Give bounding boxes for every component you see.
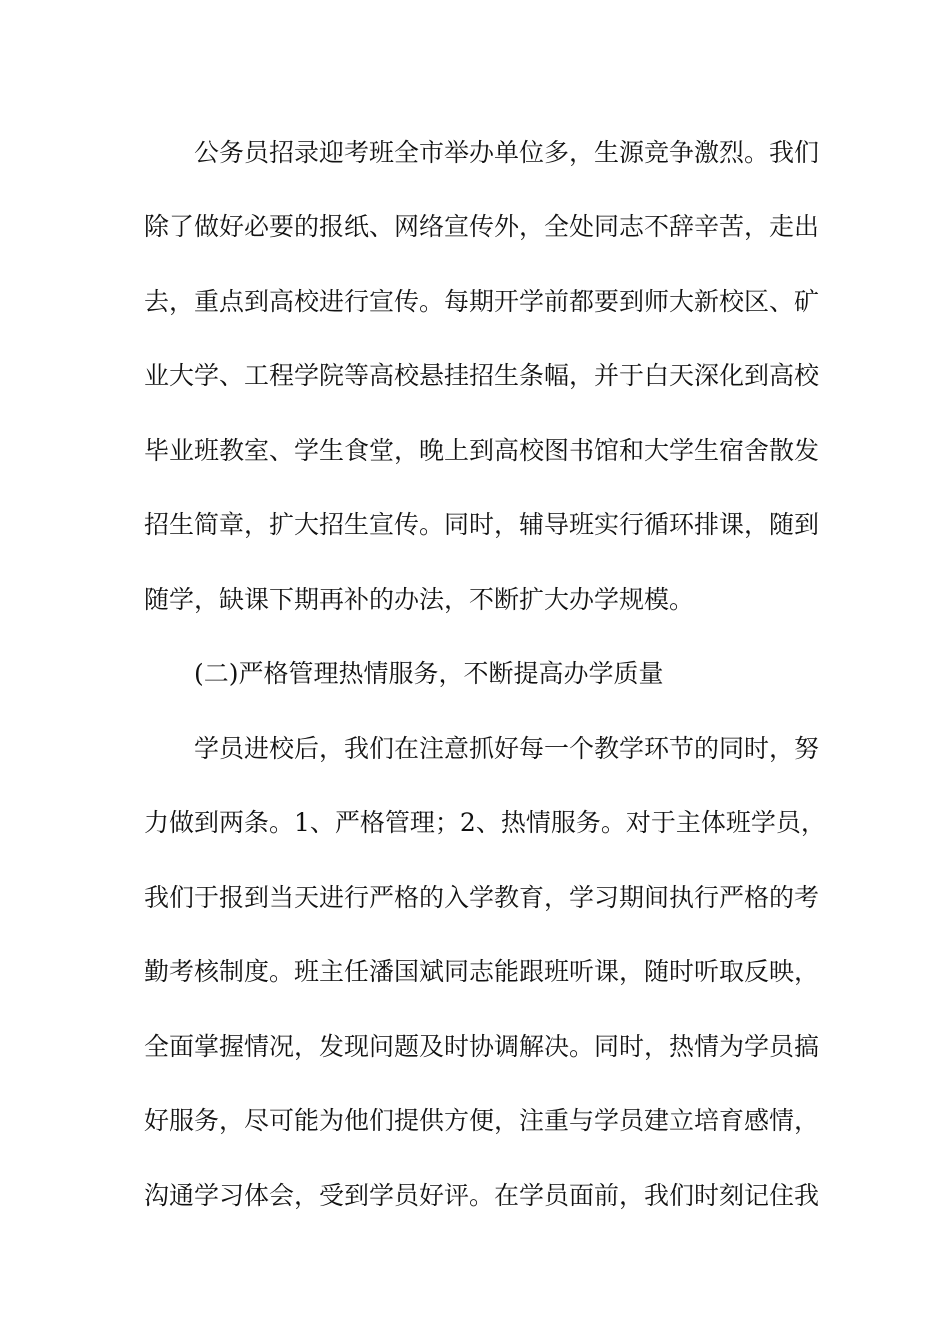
paragraph-line: 随学，缺课下期再补的办法，不断扩大办学规模。 xyxy=(144,585,695,614)
paragraph-line: 去，重点到高校进行宣传。每期开学前都要到师大新校区、矿 xyxy=(144,287,820,316)
paragraph-line: 毕业班教室、学生食堂，晚上到高校图书馆和大学生宿舍散发 xyxy=(144,436,820,465)
paragraph-line: 学员进校后，我们在注意抓好每一个教学环节的同时，努 xyxy=(194,734,820,763)
paragraph-line: 力做到两条。1、严格管理；2、热情服务。对于主体班学员， xyxy=(144,808,826,837)
paragraph-line: 全面掌握情况，发现问题及时协调解决。同时，热情为学员搞 xyxy=(144,1032,820,1061)
paragraph-line: 业大学、工程学院等高校悬挂招生条幅，并于白天深化到高校 xyxy=(144,361,820,390)
section-heading: (二)严格管理热情服务，不断提高办学质量 xyxy=(194,659,664,688)
paragraph-line: 沟通学习体会，受到学员好评。在学员面前，我们时刻记住我 xyxy=(144,1181,820,1210)
paragraph-line: 勤考核制度。班主任潘国斌同志能跟班听课，随时听取反映， xyxy=(144,957,820,986)
paragraph-line: 公务员招录迎考班全市举办单位多，生源竞争激烈。我们 xyxy=(194,138,820,167)
paragraph-line: 除了做好必要的报纸、网络宣传外，全处同志不辞辛苦，走出 xyxy=(144,212,820,241)
paragraph-line: 我们于报到当天进行严格的入学教育，学习期间执行严格的考 xyxy=(144,883,820,912)
paragraph-line: 招生简章，扩大招生宣传。同时，辅导班实行循环排课，随到 xyxy=(144,510,820,539)
paragraph-line: 好服务，尽可能为他们提供方便，注重与学员建立培育感情， xyxy=(144,1106,820,1135)
